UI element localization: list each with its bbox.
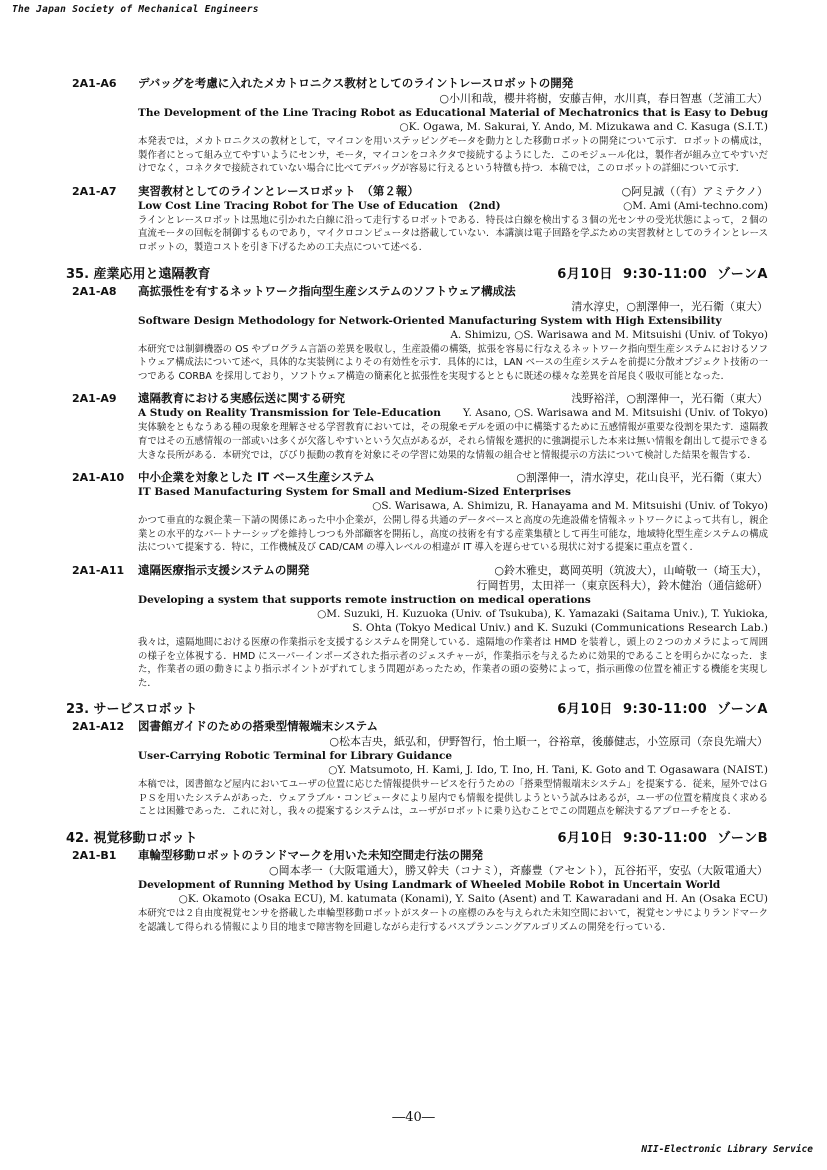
paper-entry: [72, 184, 768, 255]
paper-title-jp: 中小企業を対象とした IT ベース生産システム: [138, 470, 375, 485]
paper-authors-en: ○Y. Matsumoto, H. Kami, J. Ido, T. Ino, H. Tani, K. Goto and T. Ogasawara (NAIST.): [328, 764, 768, 777]
paper-title-jp: デバッグを考慮に入れたメカトロニクス教材としてのライントレースロボットの開発: [138, 76, 574, 90]
paper-authors-jp: ○小川和哉，櫻井将樹，安藤吉伸，水川真，春日智惠（芝浦工大）: [439, 92, 768, 105]
paper-id: 2A1-A12: [72, 720, 125, 734]
paper-title-en: Software Design Methodology for Network-Oriented Manufacturing System with High Extensibility: [138, 314, 722, 327]
paper-authors-jp: ○松本吉央，紙弘和，伊野智行，怡土順一，谷裕章，後藤健志，小笠原司（奈良先端大）: [329, 735, 768, 749]
session-header: [66, 827, 768, 846]
paper-abstract: 本発表では，メカトロニクスの教材として，マイコンを用いステッピングモータを動力とした移動ロボットの開発について示す．ロボットの構成は，製作者にとって組み立てやすいようにセンサ，モータ，マイコンをコネクタで接続するようにした．このモジュール化は，製作者が組み立てやすいだけでなく，コネクタで接続されていない場合に比べてデバッグが容易に行えるという特徴も持つ．本稿では，このロボットの詳細について示す．: [138, 136, 768, 175]
session-schedule: [557, 263, 768, 282]
session-schedule: [557, 698, 768, 717]
paper-title-en: The Development of the Line Tracing Robot as Educational Material of Mechatronics that is Easy to Debug: [138, 107, 768, 119]
paper-abstract: かつて垂直的な親企業－下請の関係にあった中小企業が，公開し得る共通のデータベースと高度の先進設備を情報ネットワークによって共有し，親企業との水平的なパートナーシップを維持しつつも外部顧客を開拓し，高度の技術を有する産業集積として再生可能な，地域特化型生産システムの構成法について提案する．特に，工作機械及び CAD/CAM の導入レベルの相違が IT 導入を遅らせている現状に対する提案に重点を置く．: [138, 515, 768, 554]
title-row: [138, 470, 768, 485]
session-title: 23. サービスロボット: [66, 702, 198, 718]
paper-id: 2A1-A7: [72, 184, 117, 198]
paper-entry: [72, 76, 768, 176]
paper-id: 2A1-B1: [72, 849, 117, 863]
paper-entry: [72, 719, 768, 819]
paper-title-en: Low Cost Line Tracing Robot for The Use of Education (2nd): [138, 199, 501, 212]
paper-authors-en: S. Ohta (Tokyo Medical Univ.) and K. Suzuki (Communications Research Lab.): [352, 621, 768, 634]
paper-entry: [72, 848, 768, 934]
paper-abstract: 実体験をともなうある種の現象を理解させる学習教育においては，その現象モデルを頭の中に構築するために五感情報が重要な役割を果たす．遠隔教育ではその五感情報の一部或いは多くが欠落しやすいという欠点があるが，それら情報を選択的に強調提示した本来は無い情報を創出して提示できる大きな長所がある．本研究では，びびり振動の教育を対象にその学習に効果的な情報の組合せと情報提示の方法について検討した結果を報告する．: [138, 422, 768, 461]
paper-authors-en: ○K. Okamoto (Osaka ECU), M. katumata (Konami), Y. Saito (Asent) and T. Kawaradani and H. An (Osaka ECU): [178, 893, 768, 906]
session-header: [66, 698, 768, 717]
session-zone: ゾーンB: [717, 831, 768, 847]
session-date: 6月10日: [557, 702, 613, 718]
paper-title-jp: 実習教材としてのラインとレースロボット （第２報）: [138, 183, 419, 198]
paper-authors-en: A. Shimizu, ○S. Warisawa and M. Mitsuishi (Univ. of Tokyo): [450, 328, 768, 341]
session-time: 9:30-11:00: [623, 702, 708, 718]
paper-authors-jp: 浅野裕洋，○割澤伸一，光石衛（東大）: [571, 392, 768, 406]
paper-title-jp: 遠隔医療指示支援システムの開発: [138, 562, 310, 577]
session-title: 42. 視覚移動ロボット: [66, 831, 198, 847]
paper-abstract: 本稿では，図書館など屋内においてユーザの位置に応じた情報提供サービスを行うための「搭乗型情報端末システム」を提案する．従来，屋外ではＧＰＳを用いたシステムがあった．ウェアラブル・コンピュータにより屋内でも情報を提供しようという試みはあるが，ユーザの位置を精度良く求めることは困難であった．これに対し，我々の提案するシステムは，ユーザがロボットに乗り込むことでこの問題点を解決するアプローチをとる．: [138, 779, 768, 818]
paper-id: 2A1-A8: [72, 284, 117, 298]
paper-authors-en: ○M. Suzuki, H. Kuzuoka (Univ. of Tsukuba), K. Yamazaki (Saitama Univ.), T. Yukioka,: [317, 607, 768, 620]
society-header: The Japan Society of Mechanical Engineers: [12, 4, 259, 15]
title-row: [138, 199, 768, 213]
paper-id: 2A1-A11: [72, 563, 125, 577]
paper-authors-jp: ○阿見誠（（有）アミテクノ）: [621, 184, 768, 198]
paper-title-en: User-Carrying Robotic Terminal for Library Guidance: [138, 750, 453, 763]
paper-authors-en: ○S. Warisawa, A. Shimizu, R. Hanayama and M. Mitsuishi (Univ. of Tokyo): [372, 500, 768, 513]
paper-id: 2A1-A10: [72, 471, 125, 485]
paper-authors-jp: 清水淳史，○割澤伸一，光石衛（東大）: [571, 299, 768, 313]
session-zone: ゾーンA: [717, 702, 768, 718]
session-date: 6月10日: [557, 831, 614, 847]
paper-entry: [72, 284, 768, 384]
program-listing: [66, 76, 768, 942]
paper-authors-jp: ○割澤伸一，清水淳史，花山良平，光石衛（東大）: [516, 471, 768, 485]
session-title: 35. 産業応用と遠隔教育: [66, 266, 211, 282]
paper-authors-jp: ○鈴木雅史，葛岡英明（筑波大），山崎敬一（埼玉大），: [494, 563, 768, 577]
paper-title-en: A Study on Reality Transmission for Tele-Education: [138, 407, 441, 420]
session-time: 9:30-11:00: [623, 831, 708, 847]
title-row: [138, 391, 768, 406]
paper-authors-jp: 行岡哲男，太田祥一（東京医科大），鈴木健治（通信総研）: [476, 578, 768, 592]
paper-id: 2A1-A9: [72, 392, 117, 406]
paper-title-jp: 遠隔教育における実感伝送に関する研究: [138, 391, 345, 406]
session-schedule: [557, 827, 768, 846]
paper-title-jp: 高拡張性を有するネットワーク指向型生産システムのソフトウェア構成法: [138, 283, 516, 298]
paper-id: 2A1-A6: [72, 77, 117, 90]
session-header: [66, 263, 768, 282]
session-zone: ゾーンA: [717, 266, 768, 282]
paper-title-en: IT Based Manufacturing System for Small and Medium-Sized Enterprises: [138, 486, 571, 499]
paper-authors-en: ○M. Ami (Ami-techno.com): [623, 199, 768, 212]
paper-title-jp: 図書館ガイドのための搭乗型情報端末システム: [138, 719, 379, 734]
paper-authors-en: ○K. Ogawa, M. Sakurai, Y. Ando, M. Mizukawa and C. Kasuga (S.I.T.): [399, 121, 768, 133]
session-date: 6月10日: [557, 266, 613, 282]
nii-footer: NII-Electronic Library Service: [641, 1144, 813, 1155]
paper-authors-en: Y. Asano, ○S. Warisawa and M. Mitsuishi (Univ. of Tokyo): [462, 407, 768, 420]
paper-title-en: Development of Running Method by Using Landmark of Wheeled Mobile Robot in Uncertain World: [138, 879, 721, 892]
paper-abstract: 我々は，遠隔地間における医療の作業指示を支援するシステムを開発している．遠隔地の作業者は HMD を装着し，頭上の２つのカメラによって周囲の様子を立体視する．HMD にスーパーインポーズされた指示者のジェスチャーが，作業指示を与えるために効果的であることを明らかになった．また，作業者の頭の動きにより指示ポイントがずれてしまう問題があったため，作業者の頭の姿勢によって，指示画像の位置を補正する機能を実現した．: [138, 636, 768, 689]
paper-entry: [72, 391, 768, 462]
session-time: 9:30-11:00: [623, 266, 708, 282]
paper-abstract: 本研究では制御機器の OS やプログラム言語の差異を吸収し，生産設備の構築，拡張を容易に行なえるネットワーク指向型生産システムにおけるソフトウェア構成法について述べ，具体的な実装例によりその有効性を示す．具体的には，LAN ベースの生産システムを前提に分散オブジェクト技術の一つである CORBA を採用しており，ソフトウェア構造の簡素化と拡張性を実現するとともに既述の様々な差異を首尾良く吸収可能となった．: [138, 343, 768, 382]
title-row: [138, 184, 768, 199]
page-number: ―40―: [392, 1110, 435, 1125]
paper-abstract: 本研究では２自由度視覚センサを搭載した車輪型移動ロボットがスタートの座標のみを与えられた未知空間において，視覚センサによりランドマークを認識して得られる情報により目的地まで障害物を回避しながら走行するパスプランニングアルゴリズムの開発を行っている．: [138, 908, 768, 933]
paper-authors-jp: ○岡本孝一（大阪電通大），勝又幹夫（コナミ），斉藤豊（アセント），瓦谷拓平，安弘（大阪電通大）: [269, 864, 768, 878]
paper-entry: [72, 563, 768, 690]
paper-entry: [72, 470, 768, 555]
paper-title-en: Developing a system that supports remote instruction on medical operations: [138, 593, 591, 606]
title-row: [138, 563, 768, 578]
title-row: [138, 406, 768, 420]
paper-abstract: ラインとレースロボットは黒地に引かれた白線に沿って走行するロボットである．特長は白線を検出する３個の光センサの受光状態によって，２個の直流モータの回転を制御するものであり，マイクロコンピュータは搭載していない．本講演は電子回路を学ぶための実習教材としてのラインとレースロボットの，製造コストを引き下げるための工夫点について述べる．: [138, 214, 768, 253]
paper-title-jp: 車輪型移動ロボットのランドマークを用いた未知空間走行法の開発: [138, 848, 483, 863]
